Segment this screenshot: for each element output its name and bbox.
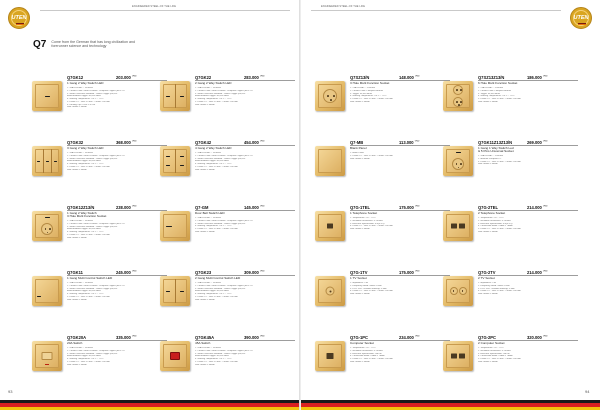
- product-spec-line: Size: 86mm × 86mm: [478, 230, 498, 233]
- product-name: 3 Gang 2 Way Switch LED: [67, 146, 104, 150]
- product-spec-line: 4. Working Temperature: -20°C ~ 70°C: [195, 225, 232, 228]
- product-name: 1 Gang 2 Way Switch LED: [67, 81, 104, 85]
- product-spec-line: 3. Switch Structure Standard · Switch Toggle (60,000: [67, 287, 118, 290]
- product-specs: [350, 87, 450, 104]
- product-card-q7g-2tv: [443, 270, 578, 326]
- product-spec-line: 2. Insulation Resistance: ≥ 500mΩ: [350, 219, 383, 222]
- product-code: Q7G-2TV: [478, 270, 496, 275]
- product-spec-line: times/Enabled Toggle: 40,000 times: [67, 228, 101, 231]
- product-spec-line: Size: 86mm × 86mm: [478, 360, 498, 363]
- product-image: [443, 341, 473, 371]
- product-spec-line: 1. 16AX250VAC ~ 50/60Hz: [195, 87, 221, 89]
- product-spec-line: 3. FPS: ≥2B · Isolation Industry: ≥ 4dB: [478, 287, 515, 290]
- product-specs: [478, 87, 578, 104]
- product-card-q7-mb: [315, 140, 450, 196]
- product-specs: [67, 282, 167, 301]
- product-spec-line: 3. Switch Structure Standard · Switch Toggle (60,000: [67, 352, 118, 355]
- product-spec-line: 4. Connection Mode: TEAM 2 TEAM: [350, 355, 385, 358]
- product-spec-line: 2. Contact Point: Silver & Brown · Fireproof Copper (80% Cu: [67, 284, 125, 287]
- product-spec-line: times/Enabled Toggle: 40,000 times: [67, 290, 101, 293]
- product-code: Q7GK12Z13/N: [67, 205, 95, 210]
- catalog-page-right: [301, 0, 600, 410]
- product-specs: [67, 220, 167, 239]
- product-spec-line: 2. Contact Point: Silver & Brown · Fireproof Copper (80% Cu: [195, 219, 253, 222]
- product-spec-line: 2. Insulation Resistance: ≥ 500mΩ: [478, 219, 511, 222]
- product-spec-line: 4. Working Temperature: -20°C ~ 70°C: [67, 231, 104, 233]
- product-card-q7-gm: [160, 205, 295, 261]
- product-spec-line: Size: 86mm × 86mm: [350, 360, 370, 363]
- product-price: 309.000 $^{VND}$: [244, 270, 265, 275]
- product-code: Q7G-1TV: [350, 270, 368, 275]
- product-spec-line: 5. Plastic PC · Box: 55 mm · Center: 200 mm: [67, 360, 110, 363]
- product-card-q7gk12z13-n: [32, 205, 167, 261]
- product-spec-line: Size: 86mm × 86mm: [478, 163, 498, 166]
- product-specs: [350, 347, 450, 364]
- product-specs: [478, 282, 578, 296]
- catalog-page-left: [0, 0, 299, 410]
- product-code: Q7GK42: [195, 140, 212, 145]
- product-spec-line: 3. Switch Structure Standard · Switch Toggle (60,000: [67, 92, 118, 95]
- product-spec-line: 3. Switch Structure Standard · Switch Toggle (60,000: [195, 287, 246, 290]
- product-name: Computer Socket: [350, 341, 374, 345]
- product-card-q7gk45a: [160, 335, 295, 391]
- product-spec-line: 5. Plastic PC · Box: 55 mm · Center: 200 mm: [195, 228, 238, 230]
- product-price: 454.000 $^{VND}$: [244, 140, 265, 145]
- product-spec-line: 3. Plastic PC · Box: 55 mm · Center: 200 mm: [478, 160, 521, 163]
- product-price: 145.000 $^{VND}$: [244, 205, 265, 210]
- product-spec-line: 2. Contact Point: Silver & Brown · Fireproof Copper (80% Cu: [195, 89, 253, 92]
- product-specs: [350, 152, 450, 160]
- product-spec-line: 1. 16AX250VAC ~ 50/60Hz: [67, 282, 93, 284]
- product-name: Blank Panel: [350, 146, 367, 150]
- product-name: 6 Hole Multi Function Socket: [478, 81, 518, 85]
- product-specs: [350, 217, 450, 231]
- product-price: 175.000 $^{VND}$: [399, 270, 420, 275]
- product-spec-line: Size: 86mm × 86mm: [195, 168, 215, 171]
- product-spec-line: 2. Insulation Resistance: ≥ 500mΩ: [350, 349, 383, 352]
- product-spec-line: 4. Connection Mode: TEAM 2 TEAM: [478, 225, 513, 228]
- product-image: [443, 146, 473, 176]
- product-spec-line: 4. Working Temperature: -20°C ~ 70°C: [195, 293, 232, 295]
- product-spec-line: 5. Plastic PC · Box: 55 mm · Center: 200 mm: [478, 98, 521, 100]
- product-image: [315, 81, 345, 111]
- product-price: 175.000 $^{VND}$: [399, 205, 420, 210]
- product-image: [443, 276, 473, 306]
- product-spec-line: 5. Plastic PC · Box: 55 mm · Center: 200 mm: [67, 100, 110, 103]
- product-spec-line: 4. Connection Mode: TEAM 2 TEAM: [478, 355, 513, 358]
- product-specs: [478, 347, 578, 364]
- product-spec-line: 1. Temperature: -20 ~ 70°C: [350, 347, 376, 349]
- section-number: Q7: [33, 39, 47, 50]
- product-specs: [195, 347, 295, 366]
- product-code: Q7G-1TEL: [350, 205, 371, 210]
- product-image: [315, 341, 345, 371]
- product-specs: [195, 217, 295, 234]
- product-spec-line: 3. Electrical Specification: 6-4(RJ11): [478, 222, 513, 225]
- product-price: 234.000 $^{VND}$: [399, 335, 420, 340]
- product-spec-line: 3. Switch Structure Standard · Switch Toggle (60,000: [195, 352, 246, 355]
- product-spec-line: 4. Plastic PC · Box: 55 mm · Center: 200 mm: [350, 290, 393, 293]
- product-card-q7g-2tel: [443, 205, 578, 261]
- product-code: Q7GK11: [67, 270, 83, 275]
- product-code: Q7GK23: [195, 270, 212, 275]
- product-spec-line: 3. Toggle: 40,000 times: [478, 92, 501, 95]
- product-spec-line: 4. Working Temperature: -20°C ~ 70°C: [67, 98, 104, 100]
- product-spec-line: 4. Working Temperature: -20°C ~ 70°C: [195, 98, 232, 100]
- product-name: 2 TV Socket: [478, 276, 495, 280]
- product-price: 214.000 $^{VND}$: [527, 205, 548, 210]
- product-spec-line: 5. Plastic PC · Box: 55 mm · Center: 200 mm: [350, 98, 393, 100]
- product-spec-line: Size: 86mm × 86mm: [195, 298, 215, 301]
- product-spec-line: 2. Contact Point: Silver & Brown · Fireproof Copper (80% Cu: [67, 349, 125, 352]
- product-price: 203.000 $^{VND}$: [116, 75, 137, 80]
- product-price: 245.000 $^{VND}$: [116, 270, 137, 275]
- product-spec-line: 2. Plastic PC · Box: 55 mm · Center: 200 mm: [350, 154, 393, 157]
- product-code: Q7GK45A: [195, 335, 215, 340]
- product-spec-line: 4. Working Temperature: -20°C ~ 70°C: [195, 358, 232, 360]
- product-image: [160, 341, 190, 371]
- product-image: [160, 81, 190, 111]
- product-spec-line: 2. Insulation Resistance: ≥ 500mΩ: [478, 349, 511, 352]
- product-specs: [67, 152, 167, 171]
- uten-logo: UTEN: [570, 7, 592, 29]
- product-price: 335.000 $^{VND}$: [116, 335, 137, 340]
- product-spec-line: 5. Plastic PC · Box: 55 mm · Center: 200 mm: [67, 233, 110, 236]
- product-spec-line: 1. 16A/250VAC ~ 50/60Hz: [478, 155, 504, 157]
- product-image: [443, 81, 473, 111]
- product-card-q7gk42: [160, 140, 295, 196]
- product-spec-line: 1. 13A/250VAC ~ 50/60Hz: [478, 87, 504, 89]
- product-price: 390.000 $^{VND}$: [244, 335, 265, 340]
- flag-band: [301, 400, 600, 410]
- product-code: Q7-MB: [350, 140, 364, 145]
- product-spec-line: 5. Plastic PC · Box: 55 mm · Center: 200 mm: [67, 295, 110, 298]
- product-spec-line: 4. Working Temperature: -20°C ~ 70°C: [67, 163, 104, 165]
- product-spec-line: Size: 86mm × 86mm: [350, 228, 370, 230]
- product-spec-line: times/Enabled Toggle: 40,000 times: [67, 355, 101, 358]
- product-spec-line: 1. 16AX250VAC ~ 50/60Hz: [67, 87, 93, 89]
- product-price: 368.000 $^{VND}$: [116, 140, 137, 145]
- product-code: Q7GK22: [195, 75, 212, 80]
- product-spec-line: 2. Contact Point: Silver & Brown · Fireproof Copper (80% Cu: [195, 349, 253, 352]
- product-name: 45A Switch: [195, 341, 211, 345]
- product-name: Door Bell Switch LED: [195, 211, 225, 215]
- product-price: 320.000 $^{VND}$: [527, 335, 548, 340]
- product-card-q7g-2pc: [443, 335, 578, 391]
- product-spec-line: times/Enabled Toggle: 40,000 times: [67, 95, 101, 98]
- product-image: [315, 276, 345, 306]
- product-image: [315, 146, 345, 176]
- product-spec-line: 1. 16AX250VAC ~ 50/60Hz: [195, 217, 221, 219]
- product-spec-line: 3. Switch Structure Standard · Switch Toggle (60,000: [195, 157, 246, 160]
- product-name: 2 Gang Multi Control Switch LED: [195, 276, 241, 280]
- product-name: 4 Gang 2 Way Switch LED: [195, 146, 232, 150]
- product-code: Q7GK12: [67, 75, 84, 80]
- product-spec-line: 4. Working Temperature: -20°C ~ 70°C: [195, 163, 232, 165]
- product-image: [32, 341, 62, 371]
- product-spec-line: Size: 86mm × 86mm: [350, 157, 370, 160]
- product-spec-line: 5. Plastic PC · Box: 55 mm · Center: 200 mm: [67, 165, 110, 168]
- product-specs: [195, 87, 295, 106]
- product-spec-line: Size: 86mm × 86mm: [350, 100, 370, 103]
- product-card-q7sz13z13-n: [443, 75, 578, 131]
- product-specs: [195, 152, 295, 171]
- product-image: [443, 211, 473, 241]
- product-card-q7gk11z13z13-n: [443, 140, 578, 196]
- product-code: Q7-GM: [195, 205, 209, 210]
- product-spec-line: 1. 45AX250VAC ~ 50/60Hz: [195, 347, 221, 349]
- product-spec-line: Size: 86mm × 86mm: [195, 363, 215, 366]
- product-card-q7g-1tel: [315, 205, 450, 261]
- product-spec-line: Size: 86mm × 86mm: [67, 168, 87, 171]
- product-spec-line: 1. 13A/250VAC ~ 50/60Hz: [350, 87, 376, 89]
- product-price: 214.000 $^{VND}$: [527, 270, 548, 275]
- section-heading: [33, 40, 136, 50]
- product-spec-line: 1. Temperature: -20 ~ 70°C: [478, 217, 504, 219]
- product-spec-line: Size: 86mm × 86mm: [195, 103, 215, 106]
- header-rule: [40, 10, 290, 11]
- product-spec-line: 5. Plastic PC · Box: 55 mm · Center: 200 mm: [195, 165, 238, 168]
- product-spec-line: 3. Switch Structure Standard · Switch Toggle (60,000: [67, 157, 118, 160]
- product-price: 238.000 $^{VND}$: [116, 205, 137, 210]
- product-spec-line: Size: 86mm × 86mm: [350, 293, 370, 295]
- product-name: 1 Gang 1 Way Switch Led & 5 Pins Universal Socket: [478, 146, 514, 154]
- product-spec-line: 2. Frequency Band: 5MHz~1GHz: [478, 284, 510, 287]
- product-name: 2 Gang 2 Way Switch LED: [195, 81, 232, 85]
- product-code: Q7G-2TEL: [478, 205, 499, 210]
- product-code: Q7G-2PC: [478, 335, 496, 340]
- page-number: 93: [8, 389, 13, 394]
- product-specs: [350, 282, 450, 296]
- product-card-q7g-1tv: [315, 270, 450, 326]
- product-price: 269.000 $^{VND}$: [527, 140, 548, 145]
- product-card-q7sz13-n: [315, 75, 450, 131]
- page-number: 94: [585, 389, 590, 394]
- product-name: 1 Gang 2 Way Switch 3 Hole Multi Function Socket: [67, 211, 107, 219]
- page-header-text: ENGINEERED STEEL-OF THE LIFE: [132, 5, 177, 8]
- product-spec-line: 4. Working Temperature: -20°C ~ 70°C: [67, 358, 104, 360]
- product-spec-line: 2. Material: Fireproof PC: [478, 157, 502, 160]
- product-price: 113.000 $^{VND}$: [399, 140, 420, 145]
- product-spec-line: 1. 16AX250VAC ~ 50/60Hz: [195, 282, 221, 284]
- product-card-q7gk20a: [32, 335, 167, 391]
- product-spec-line: 6. Limiting Tips: Lock ≥ 32 cm: [67, 103, 96, 106]
- product-image: [315, 211, 345, 241]
- product-card-q7gk23: [160, 270, 295, 326]
- product-image: [160, 276, 190, 306]
- product-spec-line: 2. Contact Point: Phosphor Bronze: [478, 89, 511, 92]
- product-spec-line: 1. Temperature: -20 ~ 70°C: [478, 347, 504, 349]
- product-spec-line: 4. Working Temperature: -20°C ~ 70°C: [350, 95, 387, 98]
- product-spec-line: 5. Plastic PC · Box: 55 mm · Center: 200 mm: [478, 358, 521, 360]
- product-spec-line: 1. 16AX250VAC ~ 50/60Hz: [67, 220, 93, 222]
- product-spec-line: 2. Frequency Band: 5MHz~1GHz: [350, 284, 382, 287]
- product-name: 2 Computer Socket: [478, 341, 505, 345]
- product-specs: [478, 217, 578, 234]
- product-spec-line: 2. Contact Point: Silver & Brown · Fireproof Copper (80% Cu: [67, 89, 125, 92]
- product-spec-line: 4. Working Temperature: -20°C ~ 70°C: [478, 95, 515, 98]
- product-spec-line: 2. Contact Point: Phosphor Bronze: [350, 89, 383, 92]
- product-spec-line: Size: 86mm × 86mm: [67, 106, 87, 109]
- product-spec-line: 5. Plastic PC · Box: 55 mm · Center: 200 mm: [478, 228, 521, 230]
- product-spec-line: 1. Blank Panel: [350, 152, 364, 154]
- product-spec-line: Size: 86mm × 86mm: [67, 363, 87, 366]
- product-spec-line: 3. Toggle: 40,000 times: [350, 92, 373, 95]
- uten-logo: UTEN: [8, 7, 30, 29]
- product-code: Q7SZ13Z13/N: [478, 75, 505, 80]
- product-spec-line: 3. Switch Structure Standard · Switch Toggle (60,000: [67, 225, 118, 228]
- product-spec-line: 5. Plastic PC · Box: 55 mm · Center: 200 mm: [195, 360, 238, 363]
- product-image: [32, 276, 62, 306]
- product-name: 2 Telephone Socket: [478, 211, 506, 215]
- header-rule: [311, 10, 561, 11]
- product-spec-line: 1. 20AX250VAC ~ 50/60Hz: [67, 347, 93, 349]
- product-spec-line: 1. 16AX250VAC ~ 50/60Hz: [195, 152, 221, 154]
- product-specs: [195, 282, 295, 301]
- product-price: 148.000 $^{VND}$: [399, 75, 420, 80]
- product-spec-line: Size: 86mm × 86mm: [478, 293, 498, 295]
- product-code: Q7GK20A: [67, 335, 87, 340]
- product-spec-line: 3. Electrical Specification: CAT5E: [478, 352, 510, 355]
- product-spec-line: 2. Contact Point: Silver & Brown · Fireproof Copper (80% Cu: [67, 222, 125, 225]
- product-image: [32, 146, 62, 176]
- product-spec-line: times/Enabled Toggle: 40,000 times: [195, 355, 229, 358]
- product-spec-line: 1. 16AX250VAC ~ 50/60Hz: [67, 152, 93, 154]
- product-spec-line: Size: 86mm × 86mm: [67, 298, 87, 301]
- product-specs: [67, 87, 167, 109]
- product-spec-line: times/Enabled Toggle: 40,000 times: [67, 160, 101, 163]
- product-spec-line: 4. Plastic PC · Box: 55 mm · Center: 200 mm: [350, 225, 393, 228]
- product-spec-line: 5. Plastic PC · Box: 55 mm · Center: 200 mm: [195, 295, 238, 298]
- product-spec-line: 4. Working Temperature: -20°C ~ 70°C: [67, 293, 104, 295]
- product-card-q7gk11: [32, 270, 167, 326]
- product-name: 1 TV Socket: [350, 276, 367, 280]
- product-image: [160, 211, 190, 241]
- product-spec-line: 4. Plastic PC · Box: 55 mm · Center: 200 mm: [478, 290, 521, 293]
- product-spec-line: 1. Impedance: 75Ω: [350, 282, 369, 284]
- product-spec-line: times/Enabled Toggle: 40,000 times: [195, 290, 229, 293]
- product-spec-line: 3. Electrical Specification: 6-4(RJ11): [350, 222, 385, 225]
- product-specs: [67, 347, 167, 366]
- product-spec-line: 3. Switch Structure Standard · Switch Toggle (60,000: [195, 222, 246, 225]
- product-image: [160, 146, 190, 176]
- product-spec-line: Size: 86mm × 86mm: [67, 236, 87, 239]
- product-spec-line: Size: 86mm × 86mm: [195, 230, 215, 233]
- product-spec-line: 3. Switch Structure Standard · Switch Toggle (60,000: [195, 92, 246, 95]
- product-spec-line: times/Enabled Toggle: 40,000 times: [195, 95, 229, 98]
- product-spec-line: times/Enabled Toggle: 40,000 times: [195, 160, 229, 163]
- product-spec-line: 5. Plastic PC · Box: 55 mm · Center: 200 mm: [195, 100, 238, 103]
- product-spec-line: 1. Temperature: -20 ~ 70°C: [350, 217, 376, 219]
- product-spec-line: 3. FPS: ≥2B · Isolation Industry: ≥ 4dB: [350, 287, 387, 290]
- product-price: 283.000 $^{VND}$: [244, 75, 265, 80]
- product-specs: [478, 155, 578, 166]
- product-spec-line: 2. Contact Point: Silver & Brown · Fireproof Copper (80% Cu: [67, 154, 125, 157]
- product-spec-line: 5. Plastic PC · Box: 55 mm · Center: 200 mm: [350, 358, 393, 360]
- flag-band: [0, 400, 299, 410]
- product-code: Q7GK32: [67, 140, 84, 145]
- page-header-text: ENGINEERED STEEL-OF THE LIFE: [321, 5, 366, 8]
- product-card-q7gk32: [32, 140, 167, 196]
- product-name: 1 Telephone Socket: [350, 211, 378, 215]
- product-spec-line: Size: 86mm × 86mm: [478, 100, 498, 103]
- product-name: 3 Hole Multi Function Socket: [350, 81, 390, 85]
- product-image: [32, 211, 62, 241]
- product-price: 186.000 $^{VND}$: [527, 75, 548, 80]
- product-spec-line: 2. Contact Point: Silver & Brown · Fireproof Copper (80% Cu: [195, 284, 253, 287]
- product-name: 20A Switch: [67, 341, 83, 345]
- product-code: Q7SZ13/N: [350, 75, 370, 80]
- product-spec-line: 3. Electrical Specification: CAT5E: [350, 352, 382, 355]
- product-image: [32, 81, 62, 111]
- product-spec-line: 2. Contact Point: Silver & Brown · Fireproof Copper (80% Cu: [195, 154, 253, 157]
- product-card-q7gk12: [32, 75, 167, 131]
- product-card-q7g-1pc: [315, 335, 450, 391]
- section-subtitle: Come from the German that has long civilization and forerunner science and technology: [51, 40, 136, 49]
- product-card-q7gk22: [160, 75, 295, 131]
- product-spec-line: 1. Impedance: 75Ω: [478, 282, 497, 284]
- product-code: Q7G-1PC: [350, 335, 368, 340]
- product-code: Q7GK11Z13Z13/N: [478, 140, 513, 145]
- product-name: 1 Gang Multi Control Switch LED: [67, 276, 113, 280]
